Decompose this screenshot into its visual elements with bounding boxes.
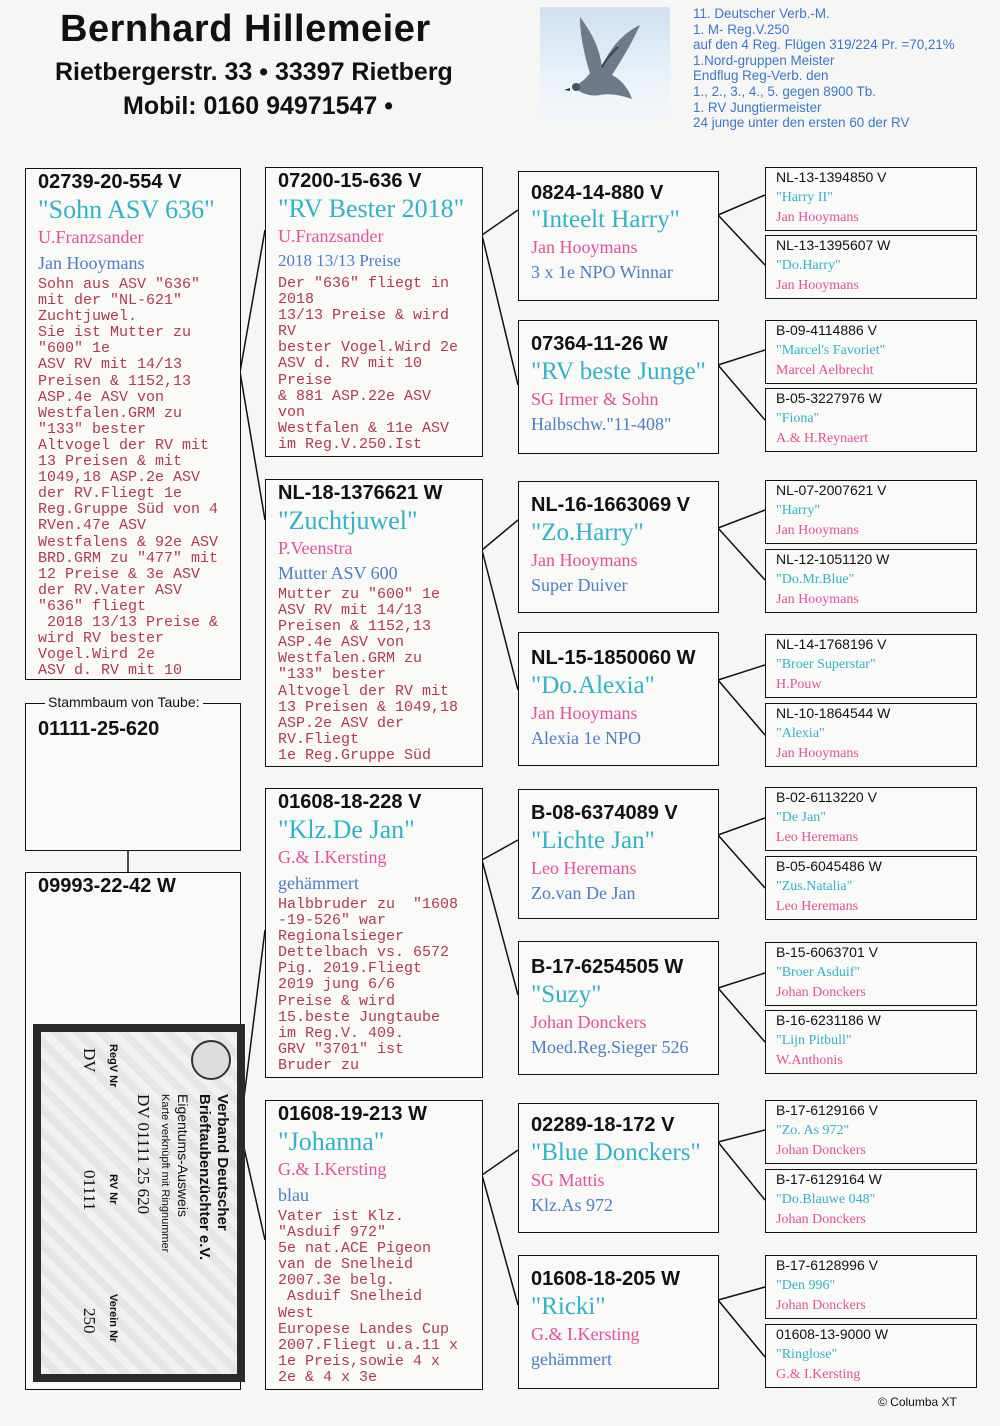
- gen3-ring: 07364-11-26 W: [531, 333, 668, 355]
- gen3-ring: NL-15-1850060 W: [531, 647, 696, 669]
- subject-ring: 01111-25-620: [38, 718, 160, 740]
- gen2-card[interactable]: [265, 788, 483, 1078]
- gen2-ring: NL-18-1376621 W: [278, 482, 443, 504]
- gen4-card[interactable]: [765, 1324, 977, 1388]
- gen4-card[interactable]: [765, 703, 977, 767]
- gen4-card[interactable]: [765, 1100, 977, 1164]
- gen4-ring: B-17-6129164 W: [776, 1171, 882, 1187]
- gen4-name: "Do.Mr.Blue": [776, 572, 855, 587]
- gen4-name: "De Jan": [776, 810, 826, 825]
- gen2-info: Mutter ASV 600: [278, 563, 398, 583]
- gen4-breeder: Jan Hooymans: [776, 592, 859, 607]
- card-number: DV 01111 25 620: [134, 1094, 153, 1215]
- card-col-value: DV: [80, 1048, 99, 1073]
- gen3-name: "Inteelt Harry": [531, 206, 680, 233]
- gen3-card[interactable]: [518, 1255, 719, 1389]
- sire-ring: 02739-20-554 V: [38, 171, 182, 193]
- gen4-breeder: H.Pouw: [776, 677, 822, 692]
- gen3-info: Alexia 1e NPO: [531, 728, 641, 748]
- gen4-ring: NL-12-1051120 W: [776, 551, 890, 567]
- gen4-breeder: Marcel Aelbrecht: [776, 363, 874, 378]
- gen2-description: Halbbruder zu "1608 -19-526" war Regionalsieger Dettelbach vs. 6572 Pig. 2019.Fliegt 2019 jung 6/6 Preise & wird 15.beste Jungtaube im Reg.V. 409. GRV "3701" ist Bruder zu: [278, 896, 459, 1074]
- gen3-name: "RV beste Junge": [531, 358, 706, 385]
- gen2-breeder: U.Franzsander: [278, 226, 384, 246]
- gen3-ring: 01608-18-205 W: [531, 1268, 680, 1290]
- gen3-info: Halbschw."11-408": [531, 414, 672, 434]
- sire-info: Jan Hooymans: [38, 253, 145, 273]
- gen2-name: "Johanna": [278, 1127, 385, 1156]
- gen3-name: "Ricki": [531, 1293, 606, 1320]
- achievement-line: 1. RV Jungtiermeister: [693, 99, 822, 115]
- gen4-ring: B-17-6128996 V: [776, 1257, 878, 1273]
- gen4-breeder: G.& I.Kersting: [776, 1367, 861, 1382]
- card-title-1: Verband Deutscher: [214, 1094, 231, 1231]
- achievement-line: auf den 4 Reg. Flügen 319/224 Pr. =70,21%: [693, 37, 955, 53]
- gen4-breeder: Leo Heremans: [776, 830, 859, 845]
- gen3-info: Super Duiver: [531, 575, 628, 595]
- gen4-breeder: W.Anthonis: [776, 1053, 843, 1068]
- gen4-breeder: Johan Donckers: [776, 985, 866, 1000]
- gen3-breeder: Jan Hooymans: [531, 237, 638, 257]
- gen4-breeder: Jan Hooymans: [776, 523, 859, 538]
- gen4-breeder: Leo Heremans: [776, 899, 859, 914]
- subject-label: Stammbaum von Taube:: [45, 694, 203, 710]
- gen4-name: "Fiona": [776, 411, 820, 426]
- gen4-breeder: Jan Hooymans: [776, 746, 859, 761]
- vdt-logo-icon: [191, 1040, 231, 1080]
- gen3-card[interactable]: [518, 941, 719, 1075]
- gen4-name: "Harry": [776, 503, 821, 518]
- gen2-name: "RV Bester 2018": [278, 194, 465, 223]
- gen2-ring: 01608-19-213 W: [278, 1103, 427, 1125]
- gen4-ring: B-05-3227976 W: [776, 390, 882, 406]
- gen4-card[interactable]: [765, 320, 977, 384]
- gen4-card[interactable]: [765, 634, 977, 698]
- gen3-name: "Zo.Harry": [531, 519, 644, 546]
- gen4-card[interactable]: [765, 942, 977, 1006]
- gen4-card[interactable]: [765, 1010, 977, 1074]
- card-col-value: 01111: [80, 1170, 99, 1211]
- gen3-breeder: SG Irmer & Sohn: [531, 389, 659, 409]
- gen4-ring: NL-13-1395607 W: [776, 237, 891, 253]
- gen4-name: "Lijn Pitbull": [776, 1033, 852, 1048]
- gen3-name: "Lichte Jan": [531, 827, 655, 854]
- gen4-ring: NL-14-1768196 V: [776, 636, 887, 652]
- breeder-name: Bernhard Hillemeier: [60, 8, 431, 50]
- gen2-name: "Zuchtjuwel": [278, 506, 418, 535]
- gen2-description: Der "636" fliegt in 2018 13/13 Preise & wird RV bester Vogel.Wird 2e ASV d. RV mit 10 Preise & 881 ASP.22e ASV von Westfalen & 11e ASV im Reg.V.250.Ist: [278, 275, 459, 453]
- gen2-breeder: G.& I.Kersting: [278, 847, 387, 867]
- gen3-breeder: SG Mattis: [531, 1170, 605, 1190]
- gen4-ring: B-05-6045486 W: [776, 858, 882, 874]
- gen2-info: 2018 13/13 Preise: [278, 251, 401, 270]
- gen4-name: "Alexia": [776, 726, 825, 741]
- achievement-line: 1., 2., 3., 4., 5. gegen 8900 Tb.: [693, 83, 876, 99]
- gen3-card[interactable]: [518, 789, 719, 919]
- gen2-card[interactable]: [265, 479, 483, 767]
- achievement-line: Endflug Reg-Verb. den: [693, 68, 829, 84]
- gen3-ring: 02289-18-172 V: [531, 1114, 675, 1136]
- gen4-card[interactable]: [765, 235, 977, 299]
- gen2-card[interactable]: [265, 167, 483, 457]
- gen4-name: "Broer Asduif": [776, 965, 861, 980]
- card-subtitle: Eigentums-Ausweis: [175, 1094, 191, 1217]
- gen4-name: "Zo. As 972": [776, 1123, 850, 1138]
- gen4-ring: B-17-6129166 V: [776, 1102, 878, 1118]
- pigeon-icon: [540, 7, 670, 122]
- gen3-info: 3 x 1e NPO Winnar: [531, 262, 673, 282]
- gen3-info: Zo.van De Jan: [531, 883, 636, 903]
- gen4-breeder: Jan Hooymans: [776, 210, 859, 225]
- sire-card[interactable]: [25, 168, 241, 680]
- gen4-breeder: Johan Donckers: [776, 1143, 866, 1158]
- gen2-breeder: G.& I.Kersting: [278, 1159, 387, 1179]
- achievement-line: 1.Nord-gruppen Meister: [693, 52, 835, 68]
- dam-ring: 09993-22-42 W: [38, 875, 176, 897]
- gen3-card[interactable]: [518, 320, 719, 454]
- copyright: © Columba XT: [878, 1395, 957, 1409]
- card-col-value: 250: [80, 1308, 99, 1334]
- gen4-card[interactable]: [765, 1255, 977, 1319]
- gen4-card[interactable]: [765, 1169, 977, 1233]
- gen3-info: Moed.Reg.Sieger 526: [531, 1037, 689, 1057]
- gen3-card[interactable]: [518, 171, 719, 301]
- card-col-header: Verein Nr: [107, 1294, 119, 1343]
- gen3-card[interactable]: [518, 632, 719, 766]
- gen4-name: "Ringlose": [776, 1347, 838, 1362]
- gen2-info: blau: [278, 1185, 309, 1205]
- gen4-breeder: Jan Hooymans: [776, 278, 859, 293]
- breeder-address: Rietbergerstr. 33 • 33397 Rietberg: [55, 58, 453, 86]
- gen4-ring: B-16-6231186 W: [776, 1012, 881, 1028]
- gen4-card[interactable]: [765, 388, 977, 452]
- gen4-ring: NL-07-2007621 V: [776, 482, 887, 498]
- gen2-card[interactable]: [265, 1100, 483, 1390]
- gen3-card[interactable]: [518, 1103, 719, 1233]
- gen3-breeder: G.& I.Kersting: [531, 1324, 640, 1344]
- pigeon-photo: [540, 7, 670, 122]
- card-content: [41, 1034, 237, 1370]
- gen3-breeder: Leo Heremans: [531, 858, 637, 878]
- gen2-description: Mutter zu "600" 1e ASV RV mit 14/13 Preisen & 1152,13 ASP.4e ASV von Westfalen.GRM zu "133" bester Altvogel der RV mit 13 Preisen & 1049,18 ASP.2e ASV der RV.Fliegt 1e Reg.Gruppe Süd: [278, 586, 459, 764]
- gen4-ring: NL-10-1864544 W: [776, 705, 891, 721]
- gen3-ring: 0824-14-880 V: [531, 182, 664, 204]
- gen3-ring: NL-16-1663069 V: [531, 494, 690, 516]
- gen4-card[interactable]: [765, 787, 977, 851]
- card-title-2: Brieftaubenzüchter e.V.: [196, 1094, 213, 1261]
- gen3-breeder: Jan Hooymans: [531, 703, 638, 723]
- gen4-name: "Broer Superstar": [776, 657, 876, 672]
- gen3-info: Klz.As 972: [531, 1195, 613, 1215]
- gen4-ring: B-09-4114886 V: [776, 322, 877, 338]
- gen3-breeder: Jan Hooymans: [531, 550, 638, 570]
- breeder-mobile: Mobil: 0160 94971547 •: [123, 92, 394, 120]
- gen3-ring: B-08-6374089 V: [531, 802, 678, 824]
- achievement-line: 1. M- Reg.V.250: [693, 21, 790, 37]
- sire-breeder: U.Franzsander: [38, 227, 144, 247]
- gen4-name: "Do.Harry": [776, 258, 841, 273]
- gen4-card[interactable]: [765, 549, 977, 613]
- ownership-card: [33, 1024, 245, 1382]
- gen4-name: "Do.Blauwe 048": [776, 1192, 876, 1207]
- gen3-ring: B-17-6254505 W: [531, 956, 684, 978]
- gen4-ring: B-02-6113220 V: [776, 789, 877, 805]
- subject-card[interactable]: [25, 703, 241, 851]
- card-col-header: RV Nr: [107, 1174, 119, 1205]
- gen2-ring: 01608-18-228 V: [278, 791, 422, 813]
- gen3-name: "Do.Alexia": [531, 672, 655, 699]
- gen3-card[interactable]: [518, 481, 719, 613]
- gen4-breeder: A.& H.Reynaert: [776, 431, 869, 446]
- gen4-name: "Marcel's Favoriet": [776, 343, 886, 358]
- gen4-breeder: Johan Donckers: [776, 1298, 866, 1313]
- achievements-list: [693, 6, 955, 131]
- gen4-breeder: Johan Donckers: [776, 1212, 866, 1227]
- sire-name: "Sohn ASV 636": [38, 195, 215, 224]
- gen2-breeder: P.Veenstra: [278, 538, 353, 558]
- gen4-card[interactable]: [765, 480, 977, 544]
- gen3-name: "Blue Donckers": [531, 1139, 701, 1166]
- gen2-info: gehämmert: [278, 873, 359, 893]
- gen4-card[interactable]: [765, 167, 977, 231]
- gen4-card[interactable]: [765, 856, 977, 920]
- sire-description: Sohn aus ASV "636" mit der "NL-621" Zuchtjuwel. Sie ist Mutter zu "600" 1e ASV RV mit 14/13 Preisen & 1152,13 ASP.4e ASV von Westfalen.GRM zu "133" bester Altvogel der RV mit 13 Preisen & mit 1049,18 ASP.2e ASV der RV.Fliegt 1e Reg.Gruppe Süd von 4 RVen.47e ASV Westfalens & 92e ASV BRD.GRM zu "477" mit 12 Preise & 3e ASV der RV.Vater ASV "636" fliegt 2018 13/13 Preise & wird RV bester Vogel.Wird 2e ASV d. RV mit 10: [38, 276, 219, 680]
- card-col-header: RegV Nr: [107, 1044, 119, 1088]
- gen4-ring: 01608-13-9000 W: [776, 1326, 889, 1342]
- gen4-name: "Zus.Natalia": [776, 879, 853, 894]
- achievement-line: 11. Deutscher Verb.-M.: [693, 6, 830, 21]
- achievement-line: 24 junge unter den ersten 60 der RV: [693, 115, 910, 131]
- gen4-ring: NL-13-1394850 V: [776, 169, 887, 185]
- gen4-ring: B-15-6063701 V: [776, 944, 878, 960]
- gen3-info: gehämmert: [531, 1349, 612, 1369]
- gen4-name: "Harry II": [776, 190, 833, 205]
- gen2-ring: 07200-15-636 V: [278, 170, 422, 192]
- gen2-description: Vater ist Klz. "Asduif 972" 5e nat.ACE Pigeon van de Snelheid 2007.3e belg. Asduif Snelheid West Europese Landes Cup 2007.Fliegt u.a.11 x 1e Preis,sowie 4 x 2e & 4 x 3e: [278, 1208, 459, 1386]
- gen3-name: "Suzy": [531, 981, 602, 1008]
- gen3-breeder: Johan Donckers: [531, 1012, 647, 1032]
- gen4-name: "Den 996": [776, 1278, 836, 1293]
- gen2-name: "Klz.De Jan": [278, 815, 415, 844]
- card-note: Karte verknüpft mit Ringnummer: [159, 1094, 171, 1253]
